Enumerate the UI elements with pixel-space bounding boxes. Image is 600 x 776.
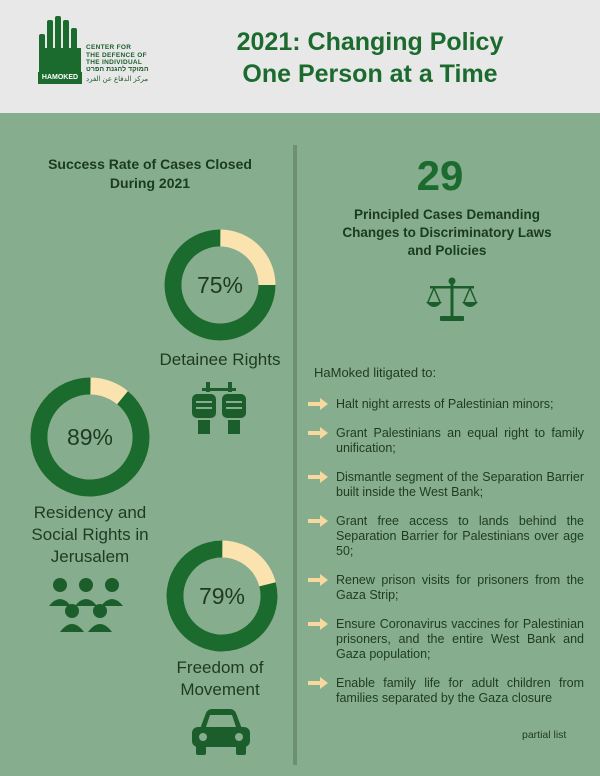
header-band [0, 0, 600, 113]
arrow-right-icon [308, 677, 328, 689]
arrow-right-icon [308, 618, 328, 630]
percent-label: 75% [196, 271, 244, 298]
category-detainee-rights: Detainee Rights [159, 350, 281, 369]
category-residency: Residency and Social Rights in Jerusalem [31, 503, 149, 566]
list-item: Grant Palestinians an equal right to family unification; [308, 426, 584, 456]
litigation-list [308, 397, 584, 720]
percent-label: 79% [198, 582, 246, 609]
donut-chart-movement [166, 540, 278, 652]
scales-of-justice-icon [424, 276, 480, 324]
donut-chart-detainee [164, 229, 276, 341]
arrow-right-icon [308, 574, 328, 586]
arrow-right-icon [308, 427, 328, 439]
list-item: Grant free access to lands behind the Separation Barrier for Palestinians over age 50; [308, 514, 584, 559]
principled-cases-heading: Principled Cases Demanding Changes to Discriminatory Laws and Policies [342, 207, 552, 258]
handcuffs-icon [190, 380, 248, 436]
list-item: Enable family life for adult children from families separated by the Gaza closure [308, 676, 584, 706]
logo-badge: HAMOKED [38, 72, 82, 84]
principled-cases-count: 29 [416, 152, 464, 199]
page-title: 2021: Changing Policy One Person at a Time [236, 28, 504, 88]
list-item: Dismantle segment of the Separation Barrier built inside the West Bank; [308, 470, 584, 500]
category-freedom-of-movement: Freedom of Movement [176, 658, 264, 699]
arrow-right-icon [308, 515, 328, 527]
car-icon [190, 707, 252, 757]
arrow-right-icon [308, 398, 328, 410]
logo-org-english: CENTER FOR THE DEFENCE OF THE INDIVIDUAL [86, 44, 147, 66]
partial-list-note: partial list [522, 729, 567, 741]
list-item: Halt night arrests of Palestinian minors; [308, 397, 584, 412]
logo-org-hebrew: המוקד להגנת הפרט [86, 66, 149, 73]
list-item: Renew prison visits for prisoners from the Gaza Strip; [308, 573, 584, 603]
people-group-icon [46, 576, 126, 632]
list-item: Ensure Coronavirus vaccines for Palestinian prisoners, and the entire West Bank and Gaza population; [308, 617, 584, 662]
logo-org-arabic: مركز الدفاع عن الفرد [86, 76, 149, 83]
success-rate-heading: Success Rate of Cases Closed During 2021 [48, 156, 252, 191]
litigated-intro: HaMoked litigated to: [314, 365, 437, 380]
percent-label: 89% [66, 423, 114, 450]
arrow-right-icon [308, 471, 328, 483]
donut-chart-residency [30, 377, 150, 497]
